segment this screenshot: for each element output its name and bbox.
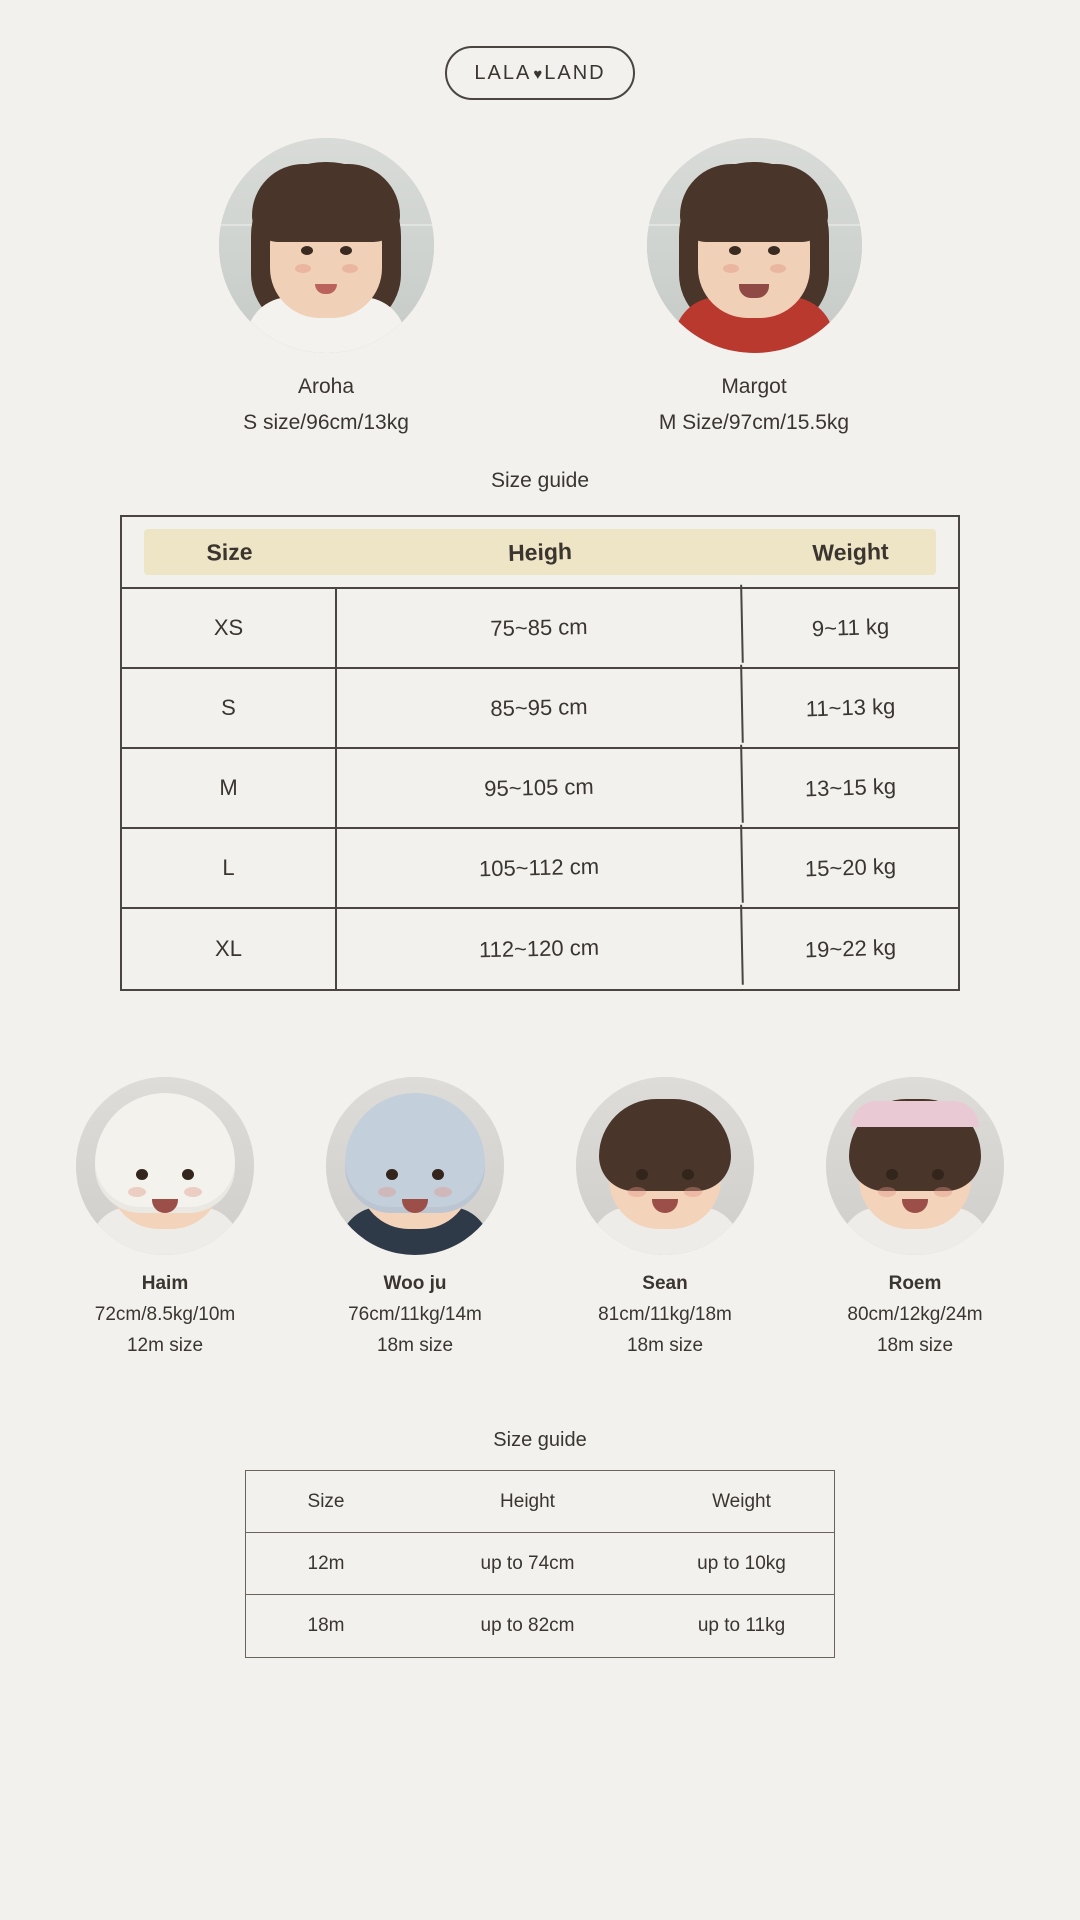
cell-weight: 13~15 kg	[804, 773, 897, 802]
model-card-margot	[604, 138, 904, 435]
table-row	[122, 829, 958, 909]
baby-size: 18m size	[376, 1335, 454, 1356]
baby-size: 18m size	[626, 1335, 704, 1356]
baby-photo-haim	[76, 1077, 254, 1255]
header-height: Heigh	[507, 537, 573, 566]
cell-weight: up to 10kg	[697, 1552, 786, 1574]
baby-card-roem	[805, 1077, 1025, 1357]
model-card-aroha	[176, 138, 476, 435]
brand-name-right: LAND	[544, 61, 606, 84]
header-size: Size	[206, 538, 253, 565]
baby-model-list	[0, 1077, 1080, 1357]
cell-weight: 19~22 kg	[804, 934, 897, 963]
cell-size: 12m	[307, 1552, 345, 1574]
heart-icon: ♥	[533, 65, 543, 83]
model-photo-margot	[647, 138, 862, 353]
model-name: Margot	[721, 375, 787, 398]
table-row	[122, 749, 958, 829]
cell-height: 105~112 cm	[336, 825, 744, 911]
baby-card-sean	[555, 1077, 775, 1357]
baby-spec: 76cm/11kg/14m	[348, 1304, 482, 1325]
cell-size: XL	[122, 909, 337, 989]
cell-weight: 9~11 kg	[811, 613, 890, 642]
cell-height: 75~85 cm	[336, 585, 744, 671]
header-weight: Weight	[812, 537, 889, 566]
model-name: Aroha	[297, 375, 355, 398]
baby-card-wooju	[305, 1077, 525, 1357]
model-photo-aroha	[219, 138, 434, 353]
baby-name: Sean	[642, 1273, 688, 1294]
cell-size: XS	[122, 589, 337, 667]
cell-height: up to 82cm	[480, 1615, 575, 1636]
cell-height: 95~105 cm	[336, 745, 744, 831]
baby-photo-wooju	[326, 1077, 504, 1255]
size-guide-table	[120, 515, 960, 991]
header-weight: Weight	[712, 1490, 771, 1512]
baby-size: 12m size	[126, 1335, 204, 1356]
table-header-row	[246, 1471, 834, 1533]
baby-card-haim	[55, 1077, 275, 1357]
header-height: Height	[500, 1490, 555, 1512]
table-row	[246, 1533, 834, 1595]
cell-weight: up to 11kg	[697, 1615, 786, 1636]
cell-height: 85~95 cm	[336, 665, 744, 751]
size-guide-title: Size guide	[490, 469, 590, 492]
cell-weight: 15~20 kg	[804, 853, 897, 882]
baby-size: 18m size	[876, 1335, 954, 1356]
top-model-list	[0, 138, 1080, 435]
brand-header	[0, 0, 1080, 100]
header-size: Size	[307, 1490, 345, 1512]
table-row	[246, 1595, 834, 1657]
model-spec: S size/96cm/13kg	[243, 411, 409, 434]
baby-spec: 81cm/11kg/18m	[598, 1304, 732, 1325]
cell-size: M	[122, 749, 337, 827]
baby-photo-sean	[576, 1077, 754, 1255]
cell-weight: 11~13 kg	[805, 693, 896, 722]
baby-spec: 72cm/8.5kg/10m	[94, 1304, 236, 1325]
table-row	[122, 589, 958, 669]
baby-size-guide-title: Size guide	[493, 1429, 587, 1451]
baby-photo-roem	[826, 1077, 1004, 1255]
table-header-row	[122, 517, 958, 589]
baby-spec: 80cm/12kg/24m	[847, 1304, 983, 1325]
cell-height: 112~120 cm	[336, 905, 744, 993]
baby-name: Roem	[888, 1273, 942, 1294]
brand-logo	[445, 46, 635, 100]
cell-size: S	[122, 669, 337, 747]
table-row	[122, 669, 958, 749]
cell-size: L	[122, 829, 337, 907]
table-row	[122, 909, 958, 989]
model-spec: M Size/97cm/15.5kg	[658, 411, 850, 434]
baby-name: Woo ju	[383, 1273, 447, 1294]
baby-name: Haim	[141, 1273, 189, 1294]
cell-size: 18m	[307, 1615, 345, 1636]
baby-size-guide-table	[245, 1470, 835, 1658]
cell-height: up to 74cm	[480, 1552, 575, 1574]
brand-name-left: LALA	[474, 61, 532, 84]
